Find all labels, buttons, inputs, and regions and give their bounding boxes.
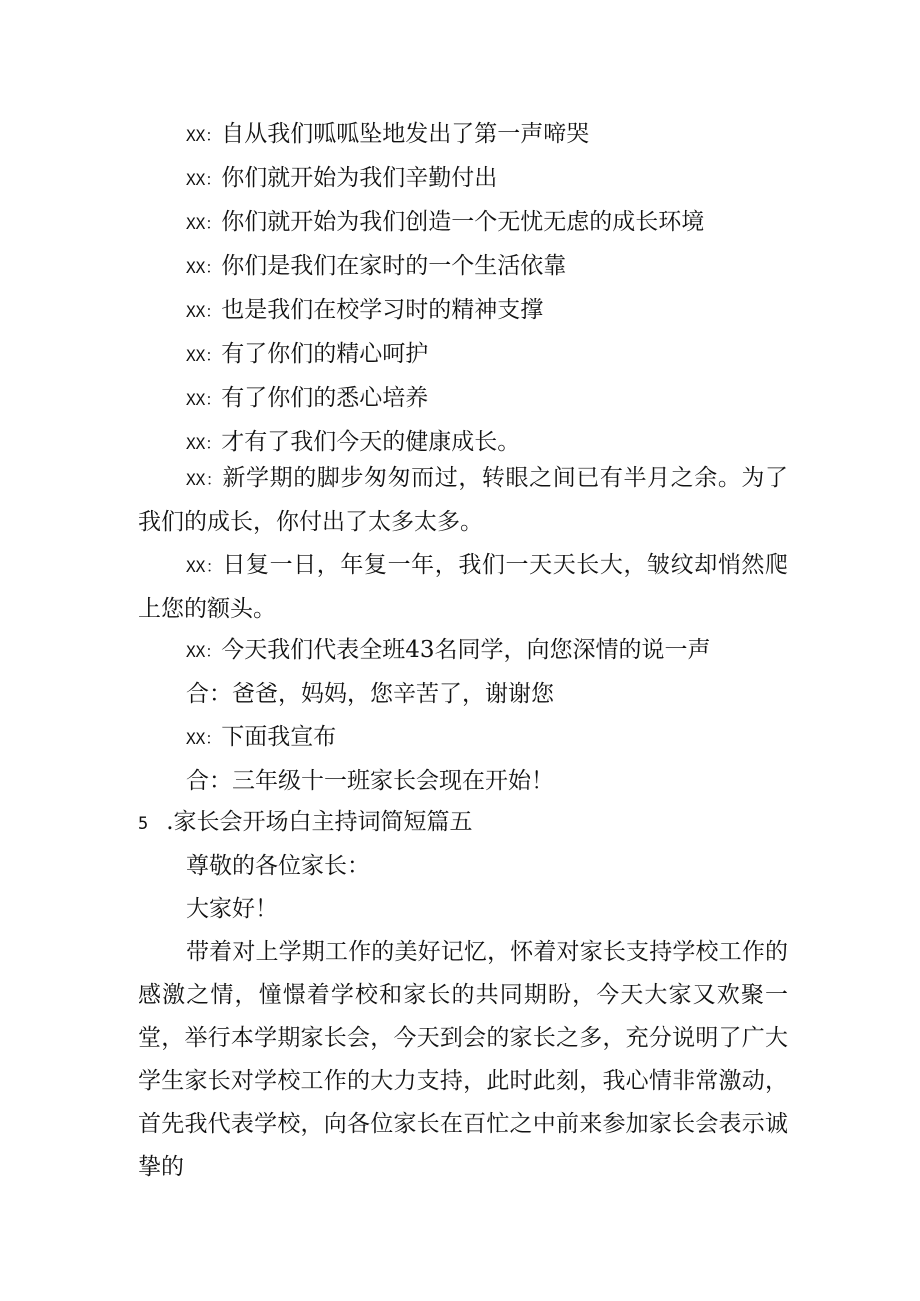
dialogue-line xyxy=(0,377,920,421)
dialogue-line xyxy=(0,113,920,157)
speech-paragraph: 带着对上学期工作的美好记忆，怀着对家长支持学校工作的感激之情，憧憬着学校和家长的共同期盼，今天大家又欢聚一堂，举行本学期家长会，今天到会的家长之多，充分说明了广大学生家长对学校工作的大力支持，此时此刻，我心情非常激动，首先我代表学校，向各位家长在百忙之中前来参加家长会表示诚挚的 xyxy=(138,939,788,1180)
dialogue-text: 下面我宣布 xyxy=(221,724,337,750)
dialogue-text: 合：爸爸，妈妈，您辛苦了，谢谢您 xyxy=(186,681,554,707)
dialogue-line xyxy=(0,716,920,760)
dialogue-text: 你们就开始为我们创造一个无忧无虑的成长环境 xyxy=(221,209,705,235)
dialogue-block-1 xyxy=(0,113,920,465)
dialogue-text: 新学期的脚步匆匆而过，转眼之间已有半月之余。为了我们的成长，你付出了太多太多。 xyxy=(138,465,788,535)
speech-block xyxy=(0,845,920,931)
dialogue-text: 有了你们的悉心培养 xyxy=(221,385,429,411)
section-heading xyxy=(138,801,473,846)
chorus-line xyxy=(0,760,920,803)
speech-body xyxy=(138,931,788,1189)
speaker-label: XX： xyxy=(186,170,222,189)
dialogue-line xyxy=(0,157,920,201)
speaker-label: XX： xyxy=(186,470,223,489)
speaker-label: XX： xyxy=(186,214,222,233)
dialogue-line xyxy=(0,245,920,289)
salutation: 尊敬的各位家长： xyxy=(186,853,370,879)
speaker-label: XX： xyxy=(186,642,222,661)
dialogue-block-2 xyxy=(138,457,788,631)
section-number: 5 xyxy=(138,814,149,834)
dialogue-text: 有了你们的精心呵护 xyxy=(221,341,429,367)
dialogue-line xyxy=(0,201,920,245)
speaker-label: XX： xyxy=(186,346,222,365)
speaker-label: XX： xyxy=(186,258,222,277)
dialogue-line xyxy=(0,629,920,673)
dialogue-paragraph xyxy=(138,457,788,544)
speaker-label: XX： xyxy=(186,126,222,145)
dialogue-text: 也是我们在校学习时的精神支撑 xyxy=(221,297,544,323)
greeting: 大家好！ xyxy=(186,896,278,922)
dialogue-text: 你们就开始为我们辛勤付出 xyxy=(221,165,498,191)
dialogue-text: 你们是我们在家时的一个生活依靠 xyxy=(221,253,567,279)
chorus-line xyxy=(0,673,920,716)
dialogue-text: 才有了我们今天的健康成长。 xyxy=(221,429,521,455)
dialogue-text: 合：三年级十一班家长会现在开始！ xyxy=(186,768,554,794)
speaker-label: XX： xyxy=(186,390,222,409)
dialogue-text: 自从我们呱呱坠地发出了第一声啼哭 xyxy=(221,121,590,147)
dialogue-text: 今天我们代表全班43名同学，向您深情的说一声 xyxy=(221,637,711,663)
speaker-label: XX： xyxy=(186,434,222,453)
speaker-label: XX： xyxy=(186,302,222,321)
section-title: .家长会开场白主持词简短篇五 xyxy=(166,809,473,835)
dialogue-block-3 xyxy=(0,629,920,803)
dialogue-line xyxy=(0,289,920,333)
dialogue-line xyxy=(0,333,920,377)
dialogue-paragraph xyxy=(138,544,788,631)
speaker-label: XX： xyxy=(186,557,223,576)
speaker-label: XX： xyxy=(186,729,222,748)
dialogue-text: 日复一日，年复一年，我们一天天长大，皱纹却悄然爬上您的额头。 xyxy=(138,552,788,622)
